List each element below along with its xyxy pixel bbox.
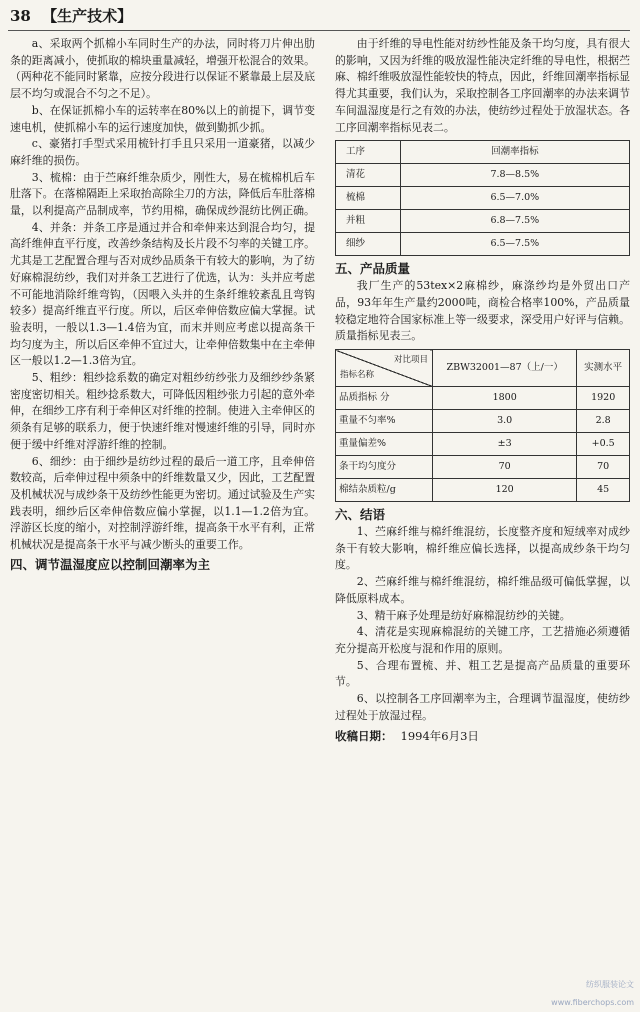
table-cell: 45 (577, 479, 630, 502)
table-row (336, 233, 630, 256)
table-cell: 1920 (577, 387, 630, 410)
table-cell: 6.5—7.0% (400, 187, 629, 210)
table-cell: 70 (433, 456, 577, 479)
table-cell: 3.0 (433, 410, 577, 433)
conclusion-6: 6、以控制各工序回潮率为主，合理调节温湿度，使纺纱过程处于放湿过程。 (335, 692, 630, 722)
site-watermark: 纺织服装论文www.fiberchops.com (551, 980, 634, 1007)
received-date-value: 1994年6月3日 (400, 729, 479, 744)
table-cell: 120 (433, 479, 577, 502)
right-column (335, 36, 630, 986)
table-row (336, 187, 630, 210)
table-row (336, 164, 630, 187)
table-cell: 清花 (336, 164, 401, 187)
paragraph-b: b、在保证抓棉小车的运转率在80%以上的前提下，调节变速电机，使抓棉小车的运行速度加快，做到勤抓少抓。 (10, 103, 315, 134)
table-cell: 重量偏差% (336, 433, 433, 456)
table-header-cell: 回潮率指标 (400, 141, 629, 164)
header-divider (8, 30, 630, 31)
table-cell: 70 (577, 456, 630, 479)
table-moisture-regain (335, 140, 630, 256)
section-4-heading: 四、调节温湿度应以控制回潮率为主 (10, 556, 211, 572)
received-date (335, 728, 630, 745)
conclusion-5: 5、合理布置梳、并、粗工艺是提高产品质量的重要环节。 (335, 658, 630, 689)
table-cell: +0.5 (577, 433, 630, 456)
paragraph-drawing: 4、并条：并条工序是通过并合和牵伸来达到混合均匀，提高纤维伸直平行度，改善纱条结构及长片段不匀率的关键工序。尤其是工艺配置合理与否对成纱品质条干有较大的影响，为了纺好麻棉混纺纱，我们对并条工艺进行了优选，认为：头并应考虑不可能地消除纤维弯钩，（因喂入头并的生条纤维较紊乱且弯钩较多）提高纤维直平行度。所以，后区牵伸倍数应偏大掌握。试验表明，一般以1.3—1.4倍为宜，而末并则应考虑以提高条干均匀度为主，所以后区牵伸不宜过大，让牵伸倍数集中在主牵伸区一般以1.2—1.3倍为宜。 (10, 220, 315, 368)
conclusion-3: 3、精干麻予处理是纺好麻棉混纺纱的关键。 (356, 608, 571, 622)
table-header-row (336, 141, 630, 164)
table-row (336, 433, 630, 456)
table-cell: 棉结杂质粒/g (336, 479, 433, 502)
table-row (336, 387, 630, 410)
table-cell: ±3 (433, 433, 577, 456)
humidity-intro: 由于纤维的导电性能对纺纱性能及条干均匀度，具有很大的影响，又因为纤维的吸放湿性能决定纤维的导电性，根据苎麻、棉纤维吸放湿性能较快的特点，因此，纤维回潮率指标显得尤其重要，我们认为，采取控制各工序回潮率的办法来调节车间温湿度是行之有效的办法，使纺纱过程处于放湿状态。各工序回潮率指标见表二。 (335, 37, 630, 134)
table-row (336, 410, 630, 433)
conclusion-4: 4、清花是实现麻棉混纺的关键工序，工艺措施必须遵循充分提高开松度与混和作用的原则。 (335, 625, 630, 655)
page-header (10, 4, 340, 28)
paragraph-carding: 3、梳棉：由于苎麻纤维杂质少，刚性大，易在梳棉机后车肚落下。在落棉隔距上采取抬高除尘刀的方法，降低后车肚落棉量，以利提高产品制成率，节约用棉，确保成纱混纺比例正确。 (10, 170, 315, 218)
table-quality (335, 349, 630, 502)
table-cell: 并粗 (336, 210, 401, 233)
received-label: 收稿日期： (335, 729, 393, 744)
table-cell: 梳棉 (336, 187, 401, 210)
paragraph-roving: 5、粗纱：粗纱捻系数的确定对粗纱纺纱张力及细纱纱条紧密度密切相关。粗纱捻系数大，可降低因粗纱张力引起的意外牵伸，在细纱工序有利于牵伸区对纤维的控制。使进入主牵伸区的须条有足够的联系力，便于快速纤维对慢速纤维的引导，同时亦便于缓中纤维对浮游纤维的控制。 (10, 371, 315, 451)
table-cell: 品质指标 分 (336, 387, 433, 410)
table-cell: 细纱 (336, 233, 401, 256)
paragraph-spinning: 6、细纱：由于细纱是纺纱过程的最后一道工序，且牵伸倍数较高，后牵伸过程中须条中的纤维数量又少，因此，工艺配置及机械状况与成纱条干及纺纱性能更为密切。通过试验及生产实践表明，细纱后区牵伸倍数应偏小掌握，以1.1—1.2倍为宜。浮游区长度的缩小，对控制浮游纤维，提高条干水平有利，正常机械状况是提高条干水平与减少断头的重要工作。 (10, 454, 315, 552)
section-label: 【生产技术】 (42, 7, 133, 25)
table-header-row (336, 350, 630, 387)
quality-text: 我厂生产的53tex×2麻棉纱，麻涤纱均是外贸出口产品，93年年生产量约2000吨，商检合格率100%，产品质量较稳定地符合国家标准上等一级要求，深受用户好评与信赖。质量指标见表三。 (335, 279, 630, 343)
section-6-heading: 六、结语 (335, 507, 386, 523)
corner-top-label: 对比项目 (394, 355, 429, 366)
table-cell: 重量不匀率% (336, 410, 433, 433)
table-header-cell: 工序 (336, 141, 401, 164)
table-header-cell: 实测水平 (577, 350, 630, 387)
left-column (10, 36, 315, 986)
table-cell: 条干均匀度分 (336, 456, 433, 479)
corner-bottom-label: 指标名称 (340, 370, 375, 381)
table-cell: 1800 (433, 387, 577, 410)
page-number: 38 (10, 7, 31, 25)
paragraph-c: c、豪猪打手型式采用梳针打手且只采用一道豪猪，以减少麻纤维的损伤。 (10, 137, 315, 167)
conclusion-2: 2、苎麻纤维与棉纤维混纺，棉纤维品级可偏低掌握，以降低原料成本。 (335, 575, 630, 605)
conclusion-1: 1、苎麻纤维与棉纤维混纺，长度整齐度和短绒率对成纱条干有较大影响，棉纤维应偏长选择，以提高成纱条干均匀度。 (335, 525, 630, 572)
table-cell: 7.8—8.5% (400, 164, 629, 187)
table-row (336, 210, 630, 233)
section-5-heading: 五、产品质量 (335, 261, 411, 277)
table-row (336, 479, 630, 502)
table-cell: 2.8 (577, 410, 630, 433)
table-cell: 6.5—7.5% (400, 233, 629, 256)
table-header-cell: ZBW32001—87（上/一） (433, 350, 577, 387)
table-corner-cell (336, 350, 433, 387)
paragraph-a: a、采取两个抓棉小车同时生产的办法，同时将刀片伸出肋条的距离减小，使抓取的棉块重量减轻，增强开松混合的效果。（两种花不能同时紧靠，应按分段进行以保证不紧靠最上层及底层不均匀或混合不匀之不足）。 (10, 37, 315, 101)
table-row (336, 456, 630, 479)
table-cell: 6.8—7.5% (400, 210, 629, 233)
